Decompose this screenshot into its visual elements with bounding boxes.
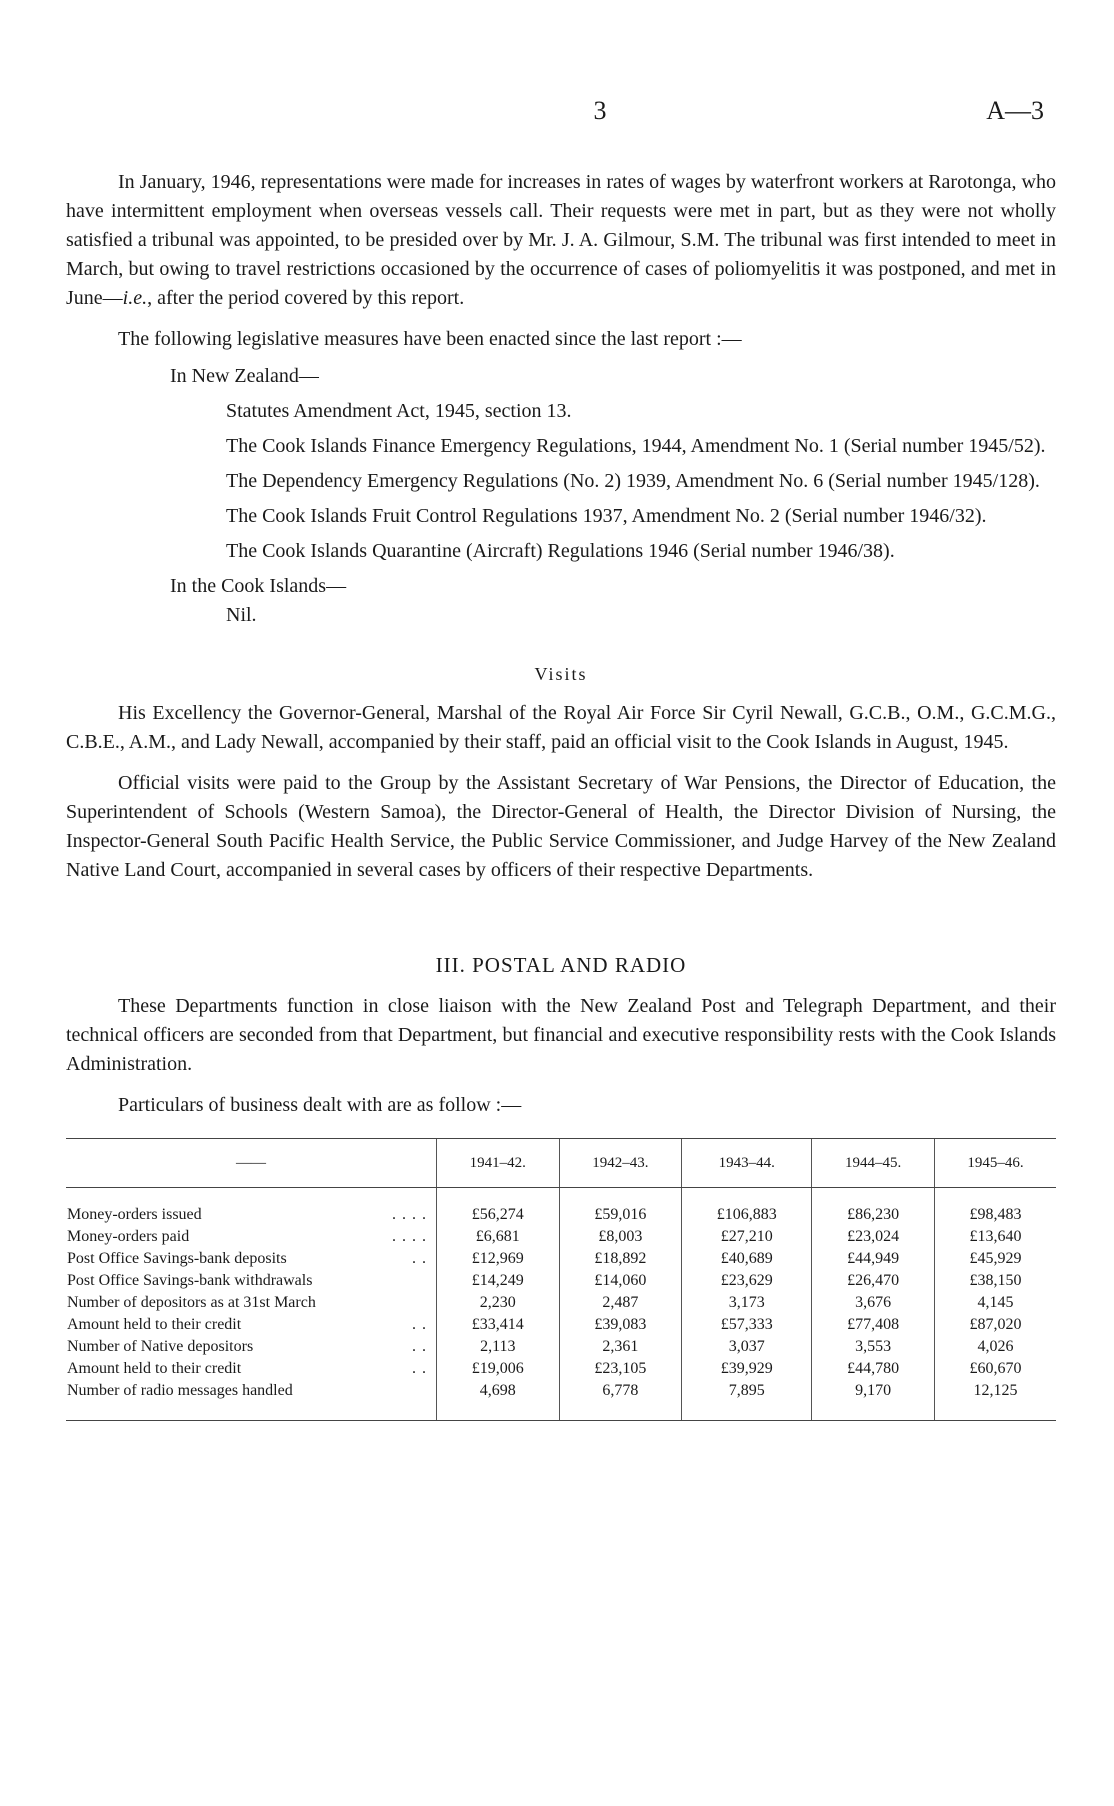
page-number: 3 xyxy=(593,96,607,125)
official-visits-paragraph: Official visits were paid to the Group by the Assistant Secretary of War Pensions, the Director of Education, the Superintendent of Schools (Western Samoa), the Director-General of Health, the Director Division of Nursing, the Inspector-General South Pacific Health Service, the Public Service Commissioner, and Judge Harvey of the New Zealand Native Land Court, accompanied in several cases by officers of their respective Departments. xyxy=(66,772,1056,881)
year-header: 1945–46. xyxy=(934,1139,1056,1188)
table-body xyxy=(66,1188,1056,1421)
value-cell: £86,230 xyxy=(812,1204,935,1226)
value-cell: £60,670 xyxy=(934,1358,1056,1380)
row-label-cell xyxy=(66,1292,437,1314)
value-cell: 3,676 xyxy=(812,1292,935,1314)
page-header xyxy=(60,96,1054,130)
value-cell: £14,060 xyxy=(559,1270,682,1292)
waterfront-text-start: In January, 1946, representations were made for increases in rates of wages by waterfront workers at Rarotonga, who have intermittent employment when overseas vessels call. Their requests were met in part, but as they were not wholly satisfied a tribunal was appointed, to be presided over by Mr. J. A. Gilmour, S.M. The tribunal was first intended to meet in March, but owing to travel restrictions occasioned by the occurrence of cases of poliomyelitis it was postponed, and met in June— xyxy=(66,171,1056,309)
value-cell: 4,698 xyxy=(437,1380,560,1402)
year-header: 1943–44. xyxy=(682,1139,812,1188)
table-row xyxy=(66,1358,1056,1380)
value-cell: £39,929 xyxy=(682,1358,812,1380)
row-label-cell xyxy=(66,1204,437,1226)
value-cell: £8,003 xyxy=(559,1226,682,1248)
row-label: Post Office Savings-bank deposits xyxy=(67,1250,287,1267)
nz-item: The Cook Islands Fruit Control Regulations 1937, Amendment No. 2 (Serial number 1946/32). xyxy=(226,505,987,527)
row-label-cell xyxy=(66,1380,437,1402)
value-cell: £6,681 xyxy=(437,1226,560,1248)
table-row xyxy=(66,1336,1056,1358)
value-cell: £23,024 xyxy=(812,1226,935,1248)
table-corner: —— xyxy=(66,1139,437,1188)
table-row xyxy=(66,1226,1056,1248)
row-label: Number of depositors as at 31st March xyxy=(67,1294,316,1311)
value-cell: 4,145 xyxy=(934,1292,1056,1314)
value-cell: 7,895 xyxy=(682,1380,812,1402)
row-label: Money-orders issued xyxy=(67,1206,202,1223)
dot-leader: . . xyxy=(412,1250,427,1267)
value-cell: £26,470 xyxy=(812,1270,935,1292)
value-cell: £23,629 xyxy=(682,1270,812,1292)
table-row xyxy=(66,1314,1056,1336)
value-cell: 4,026 xyxy=(934,1336,1056,1358)
ci-item: Nil. xyxy=(226,604,257,626)
row-label: Number of Native depositors xyxy=(67,1338,254,1355)
value-cell: 3,553 xyxy=(812,1336,935,1358)
value-cell: 3,173 xyxy=(682,1292,812,1314)
dot-leader: . . . . xyxy=(392,1206,427,1223)
value-cell: £45,929 xyxy=(934,1248,1056,1270)
waterfront-paragraph xyxy=(66,168,1056,313)
postal-business-table xyxy=(66,1138,1056,1421)
table-row xyxy=(66,1292,1056,1314)
row-label-cell xyxy=(66,1358,437,1380)
value-cell: £77,408 xyxy=(812,1314,935,1336)
governor-visit-paragraph: His Excellency the Governor-General, Marshal of the Royal Air Force Sir Cyril Newall, G.C.B., O.M., G.C.M.G., C.B.E., A.M., and Lady Newall, accompanied by their staff, paid an official visit to the Cook Islands in August, 1945. xyxy=(66,702,1056,753)
postal-section-heading: III. POSTAL AND RADIO xyxy=(435,953,687,977)
dot-leader: . . xyxy=(412,1360,427,1377)
nz-heading: In New Zealand— xyxy=(170,365,319,387)
value-cell: 2,113 xyxy=(437,1336,560,1358)
value-cell: 2,487 xyxy=(559,1292,682,1314)
year-header: 1944–45. xyxy=(812,1139,935,1188)
value-cell: 6,778 xyxy=(559,1380,682,1402)
row-label: Number of radio messages handled xyxy=(67,1382,293,1399)
value-cell: £18,892 xyxy=(559,1248,682,1270)
document-reference: A—3 xyxy=(986,96,1044,125)
value-cell: £40,689 xyxy=(682,1248,812,1270)
value-cell: £33,414 xyxy=(437,1314,560,1336)
row-label-cell xyxy=(66,1336,437,1358)
value-cell: 2,361 xyxy=(559,1336,682,1358)
dot-leader: . . . . xyxy=(392,1228,427,1245)
legislation-intro: The following legislative measures have been enacted since the last report :— xyxy=(118,328,742,350)
row-label-cell xyxy=(66,1226,437,1248)
value-cell: 12,125 xyxy=(934,1380,1056,1402)
value-cell: £13,640 xyxy=(934,1226,1056,1248)
value-cell: £106,883 xyxy=(682,1204,812,1226)
row-label-cell xyxy=(66,1270,437,1292)
nz-item: The Cook Islands Finance Emergency Regulations, 1944, Amendment No. 1 (Serial number 1945/52). xyxy=(226,435,1046,457)
postal-paragraph: These Departments function in close liaison with the New Zealand Post and Telegraph Department, and their technical officers are seconded from that Department, but financial and executive responsibility rests with the Cook Islands Administration. xyxy=(66,995,1056,1075)
dot-leader: . . xyxy=(412,1316,427,1333)
value-cell: £59,016 xyxy=(559,1204,682,1226)
row-label: Amount held to their credit xyxy=(67,1360,242,1377)
dot-leader: . . xyxy=(412,1338,427,1355)
value-cell: 2,230 xyxy=(437,1292,560,1314)
nz-item: Statutes Amendment Act, 1945, section 13. xyxy=(226,400,572,422)
value-cell: £12,969 xyxy=(437,1248,560,1270)
nz-item: The Cook Islands Quarantine (Aircraft) Regulations 1946 (Serial number 1946/38). xyxy=(226,540,895,562)
table-row xyxy=(66,1248,1056,1270)
row-label: Money-orders paid xyxy=(67,1228,190,1245)
value-cell: £23,105 xyxy=(559,1358,682,1380)
value-cell: 3,037 xyxy=(682,1336,812,1358)
value-cell: £57,333 xyxy=(682,1314,812,1336)
ie-abbrev: i.e. xyxy=(122,287,148,309)
table-row xyxy=(66,1380,1056,1402)
value-cell: £87,020 xyxy=(934,1314,1056,1336)
legislation-list xyxy=(66,362,1056,630)
value-cell: £56,274 xyxy=(437,1204,560,1226)
visits-heading: Visits xyxy=(534,664,588,684)
ci-heading: In the Cook Islands— xyxy=(170,575,347,597)
year-header: 1942–43. xyxy=(559,1139,682,1188)
row-label-cell xyxy=(66,1248,437,1270)
value-cell: £39,083 xyxy=(559,1314,682,1336)
table-row xyxy=(66,1204,1056,1226)
value-cell: 9,170 xyxy=(812,1380,935,1402)
value-cell: £38,150 xyxy=(934,1270,1056,1292)
value-cell: £44,780 xyxy=(812,1358,935,1380)
value-cell: £98,483 xyxy=(934,1204,1056,1226)
row-label: Post Office Savings-bank withdrawals xyxy=(67,1272,313,1289)
report-body xyxy=(66,168,1056,1421)
nz-item: The Dependency Emergency Regulations (No. 2) 1939, Amendment No. 6 (Serial number 1945/128). xyxy=(226,470,1040,492)
particulars-intro: Particulars of business dealt with are as follow :— xyxy=(118,1094,522,1116)
value-cell: £44,949 xyxy=(812,1248,935,1270)
year-header: 1941–42. xyxy=(437,1139,560,1188)
row-label: Amount held to their credit xyxy=(67,1316,242,1333)
value-cell: £27,210 xyxy=(682,1226,812,1248)
row-label-cell xyxy=(66,1314,437,1336)
waterfront-text-end: , after the period covered by this report. xyxy=(147,287,465,309)
value-cell: £14,249 xyxy=(437,1270,560,1292)
value-cell: £19,006 xyxy=(437,1358,560,1380)
table-row xyxy=(66,1270,1056,1292)
